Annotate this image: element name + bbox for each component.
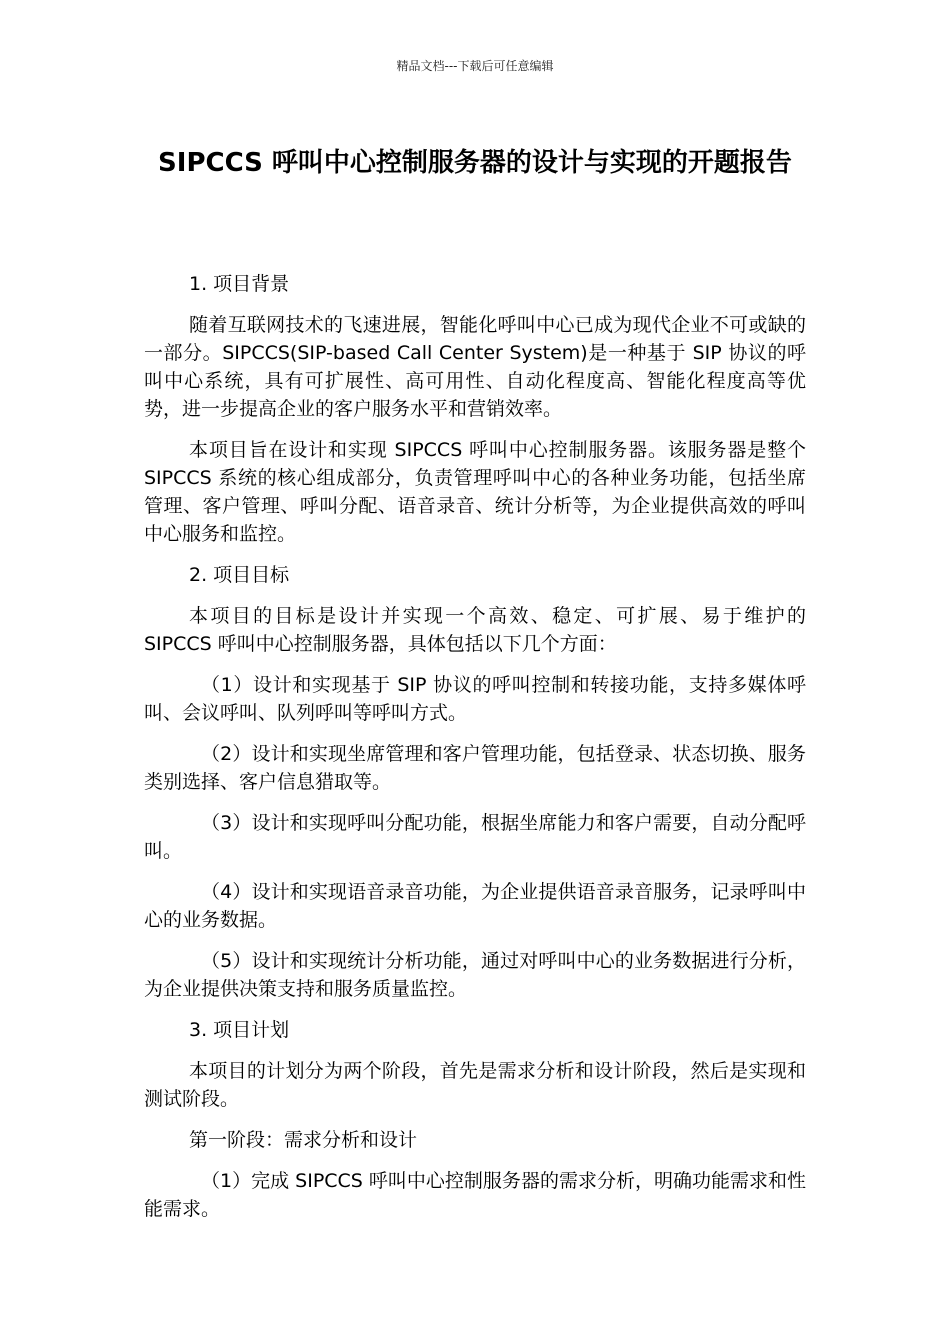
paragraph-plan-intro: 本项目的计划分为两个阶段，首先是需求分析和设计阶段，然后是实现和测试阶段。 <box>144 1060 806 1110</box>
paragraph-background-1: 随着互联网技术的飞速进展，智能化呼叫中心已成为现代企业不可或缺的一部分。SIPCCS(SIP-based Call Center System)是一种基于 SIP 协议的呼叫中心系统，具有可扩展性、高可用性、自动化程度高、智能化程度高等优势，进一步提高企业的客户服务水平和营销效率。 <box>144 314 806 420</box>
goal-item-1: （1）设计和实现基于 SIP 协议的呼叫控制和转接功能，支持多媒体呼叫、会议呼叫、队列呼叫等呼叫方式。 <box>144 674 806 724</box>
phase1-item-1: （1）完成 SIPCCS 呼叫中心控制服务器的需求分析，明确功能需求和性能需求。 <box>144 1170 806 1220</box>
phase-heading-1: 第一阶段：需求分析和设计 <box>189 1129 418 1151</box>
section-heading-goals: 2. 项目目标 <box>189 564 290 586</box>
goal-item-5: （5）设计和实现统计分析功能，通过对呼叫中心的业务数据进行分析，为企业提供决策支持和服务质量监控。 <box>144 950 806 1000</box>
goal-item-2: （2）设计和实现坐席管理和客户管理功能，包括登录、状态切换、服务类别选择、客户信息猎取等。 <box>144 743 806 793</box>
paragraph-background-2: 本项目旨在设计和实现 SIPCCS 呼叫中心控制服务器。该服务器是整个 SIPCCS 系统的核心组成部分，负责管理呼叫中心的各种业务功能，包括坐席管理、客户管理、呼叫分配、语音录音、统计分析等，为企业提供高效的呼叫中心服务和监控。 <box>144 439 806 545</box>
section-heading-background: 1. 项目背景 <box>189 273 290 295</box>
section-heading-plan: 3. 项目计划 <box>189 1019 290 1041</box>
goal-item-3: （3）设计和实现呼叫分配功能，根据坐席能力和客户需要，自动分配呼叫。 <box>144 812 806 862</box>
goal-item-4: （4）设计和实现语音录音功能，为企业提供语音录音服务，记录呼叫中心的业务数据。 <box>144 881 806 931</box>
paragraph-goals-intro: 本项目的目标是设计并实现一个高效、稳定、可扩展、易于维护的 SIPCCS 呼叫中心控制服务器，具体包括以下几个方面： <box>144 605 806 655</box>
document-title: SIPCCS 呼叫中心控制服务器的设计与实现的开题报告 <box>158 148 792 178</box>
page-header: 精品文档---下载后可任意编辑 <box>396 59 554 73</box>
document-body <box>144 270 806 1236</box>
